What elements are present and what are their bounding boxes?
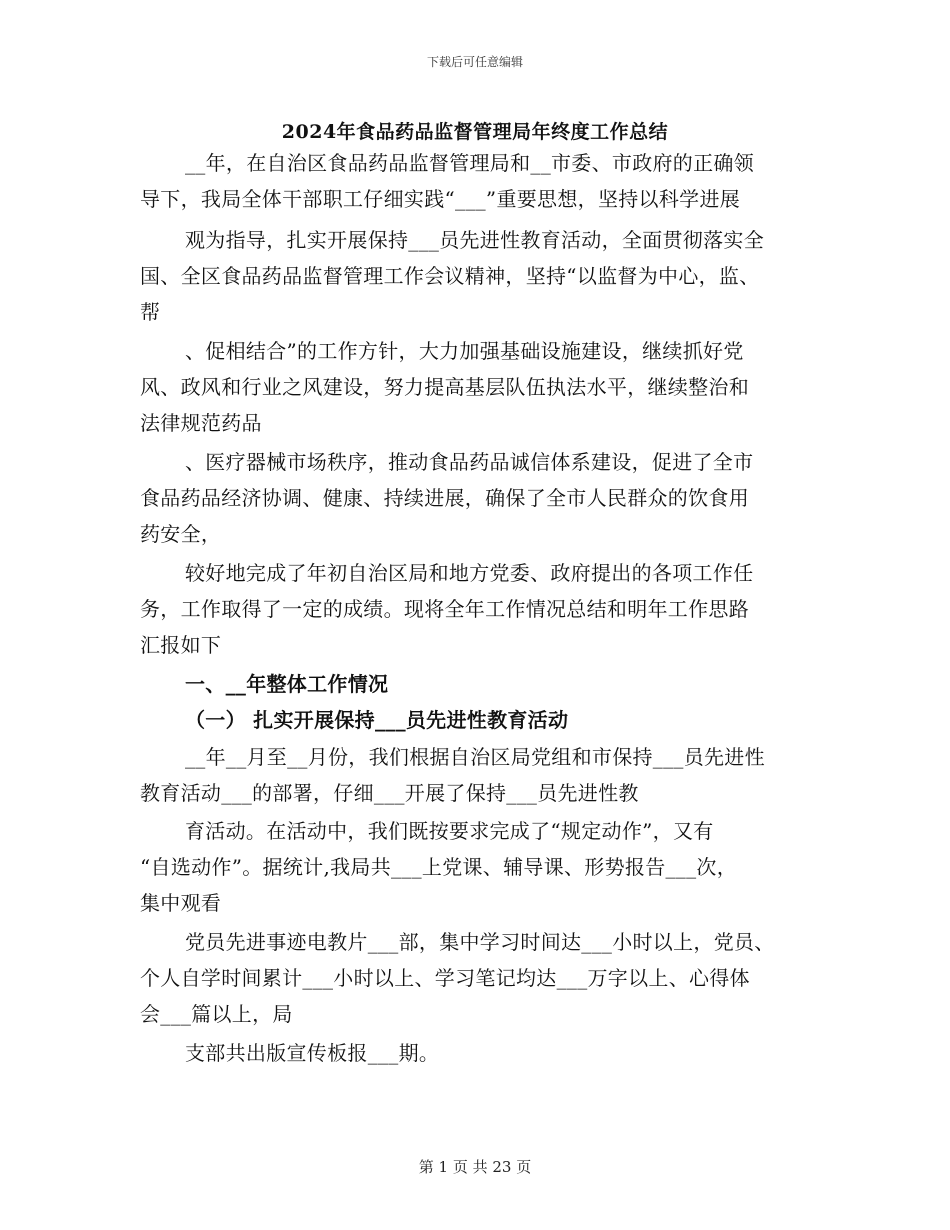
body-line: 个人自学时间累计___小时以上、学习笔记均达___万字以上、心得体 (140, 966, 750, 990)
document-title: 2024年食品药品监督管理局年终度工作总结 (281, 121, 669, 143)
body-line: 党员先进事迹电教片___部，集中学习时间达___小时以上，党员、 (185, 930, 775, 954)
body-line: 、促相结合”的工作方针，大力加强基础设施建设，继续抓好党 (185, 339, 744, 363)
body-line: 法律规范药品 (140, 411, 262, 435)
body-line: 帮 (140, 300, 161, 324)
body-line: 国、全区食品药品监督管理工作会议精神，坚持“以监督为中心，监、 (140, 264, 760, 288)
body-line: 教育活动___的部署，仔细___开展了保持___员先进性教 (140, 781, 639, 805)
body-line: 导下，我局全体干部职工仔细实践“___”重要思想，坚持以科学进展 (140, 187, 741, 211)
body-line: 汇报如下 (140, 633, 222, 657)
body-line: “自选动作”。据统计,我局共___上党课、辅导课、形势报告___次， (140, 855, 738, 879)
body-line: 育活动。在活动中，我们既按要求完成了“规定动作”，又有 (185, 819, 714, 843)
subsection-heading: （一） 扎实开展保持___员先进性教育活动 (185, 708, 569, 732)
body-line: 食品药品经济协调、健康、持续进展，确保了全市人民群众的饮食用 (140, 486, 749, 510)
page-number: 第 1 页 共 23 页 (418, 1158, 532, 1176)
body-line: 集中观看 (140, 891, 222, 915)
download-note: 下载后可任意编辑 (426, 55, 523, 69)
body-line: __年__月至__月份，我们根据自治区局党组和市保持___员先进性 (185, 745, 765, 769)
section-heading: 一、__年整体工作情况 (185, 672, 389, 696)
body-line: 会___篇以上，局 (140, 1002, 293, 1026)
body-line: 、医疗器械市场秩序，推动食品药品诚信体系建设，促进了全市 (185, 450, 754, 474)
body-line: 观为指导，扎实开展保持___员先进性教育活动，全面贯彻落实全 (185, 228, 764, 252)
body-line: 支部共出版宣传板报___期。 (185, 1041, 440, 1065)
body-line: 务，工作取得了一定的成绩。现将全年工作情况总结和明年工作思路 (140, 597, 749, 621)
body-line: 风、政风和行业之风建设，努力提高基层队伍执法水平，继续整治和 (140, 375, 749, 399)
body-line: __年，在自治区食品药品监督管理局和__市委、市政府的正确领 (185, 151, 754, 175)
body-line: 药安全， (140, 522, 222, 546)
body-line: 较好地完成了年初自治区局和地方党委、政府提出的各项工作任 (185, 561, 754, 585)
